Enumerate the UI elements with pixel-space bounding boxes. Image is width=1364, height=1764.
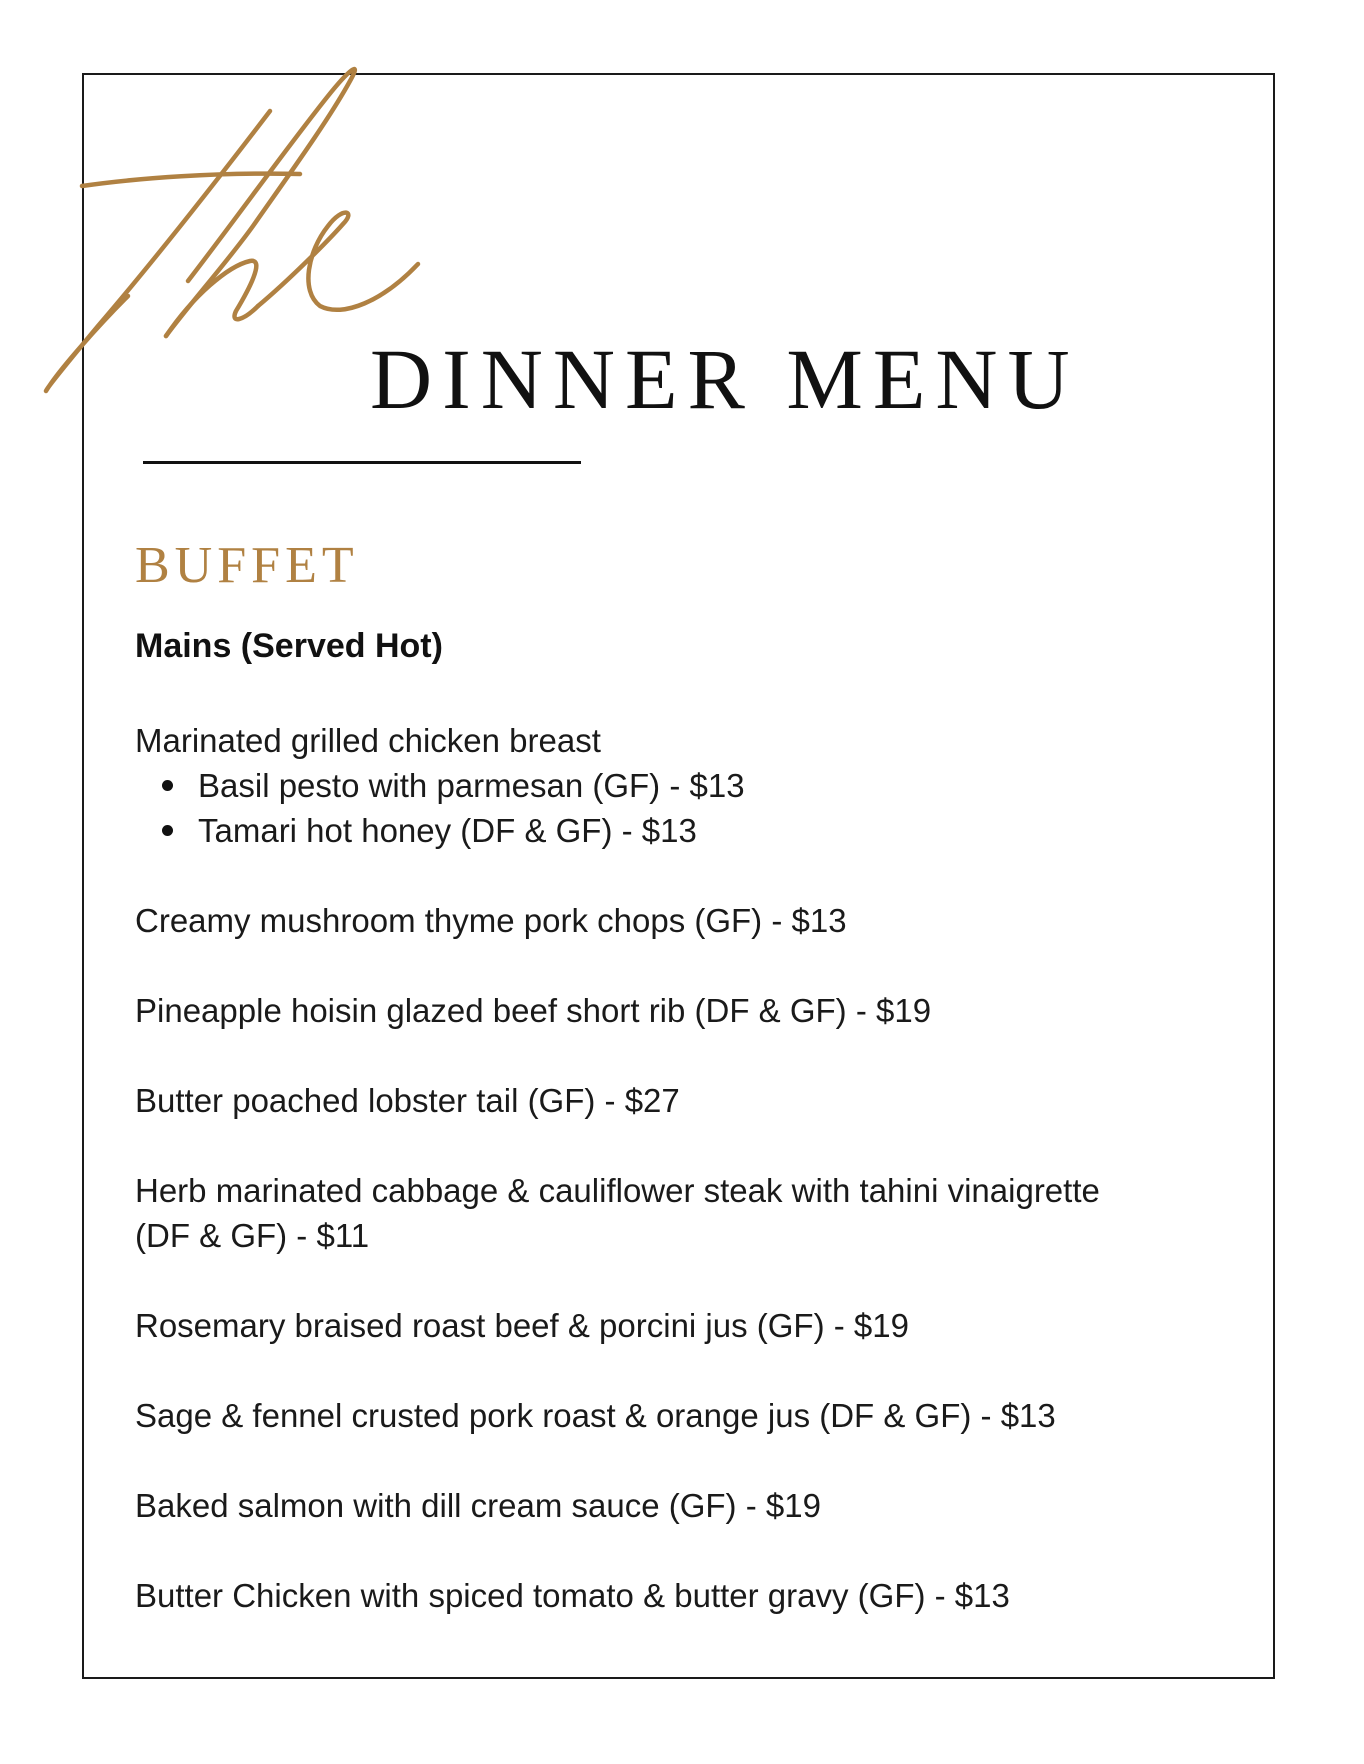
menu-items-list	[135, 718, 1145, 1663]
menu-item-text: Baked salmon with dill cream sauce (GF) - $19	[135, 1487, 821, 1524]
page-title: DINNER MENU	[370, 331, 1080, 427]
menu-item	[135, 1078, 1145, 1123]
menu-item-text: Herb marinated cabbage & cauliflower steak with tahini vinaigrette (DF & GF) - $11	[135, 1172, 1100, 1254]
menu-item	[135, 1303, 1145, 1348]
menu-item-text: Butter Chicken with spiced tomato & butter gravy (GF) - $13	[135, 1577, 1010, 1614]
bullet-icon	[162, 825, 173, 836]
menu-item	[135, 1573, 1145, 1618]
section-title: BUFFET	[135, 537, 359, 594]
menu-item	[135, 1483, 1145, 1528]
menu-option-text: Basil pesto with parmesan (GF) - $13	[198, 767, 745, 804]
menu-item-text: Pineapple hoisin glazed beef short rib (DF & GF) - $19	[135, 992, 932, 1029]
subsection-title: Mains (Served Hot)	[135, 627, 443, 665]
menu-option	[135, 808, 1145, 853]
menu-item	[135, 718, 1145, 853]
menu-option-text: Tamari hot honey (DF & GF) - $13	[198, 812, 697, 849]
bullet-icon	[162, 780, 173, 791]
menu-item-text: Butter poached lobster tail (GF) - $27	[135, 1082, 680, 1119]
menu-item-text: Sage & fennel crusted pork roast & orange jus (DF & GF) - $13	[135, 1397, 1056, 1434]
title-divider	[143, 461, 581, 464]
menu-option	[135, 763, 1145, 808]
menu-item	[135, 898, 1145, 943]
menu-item-text: Creamy mushroom thyme pork chops (GF) - $13	[135, 902, 847, 939]
menu-item-text: Marinated grilled chicken breast	[135, 722, 601, 759]
menu-item	[135, 1393, 1145, 1438]
menu-item-text: Rosemary braised roast beef & porcini jus (GF) - $19	[135, 1307, 909, 1344]
menu-item	[135, 1168, 1145, 1258]
menu-item-options	[135, 763, 1145, 853]
menu-item	[135, 988, 1145, 1033]
